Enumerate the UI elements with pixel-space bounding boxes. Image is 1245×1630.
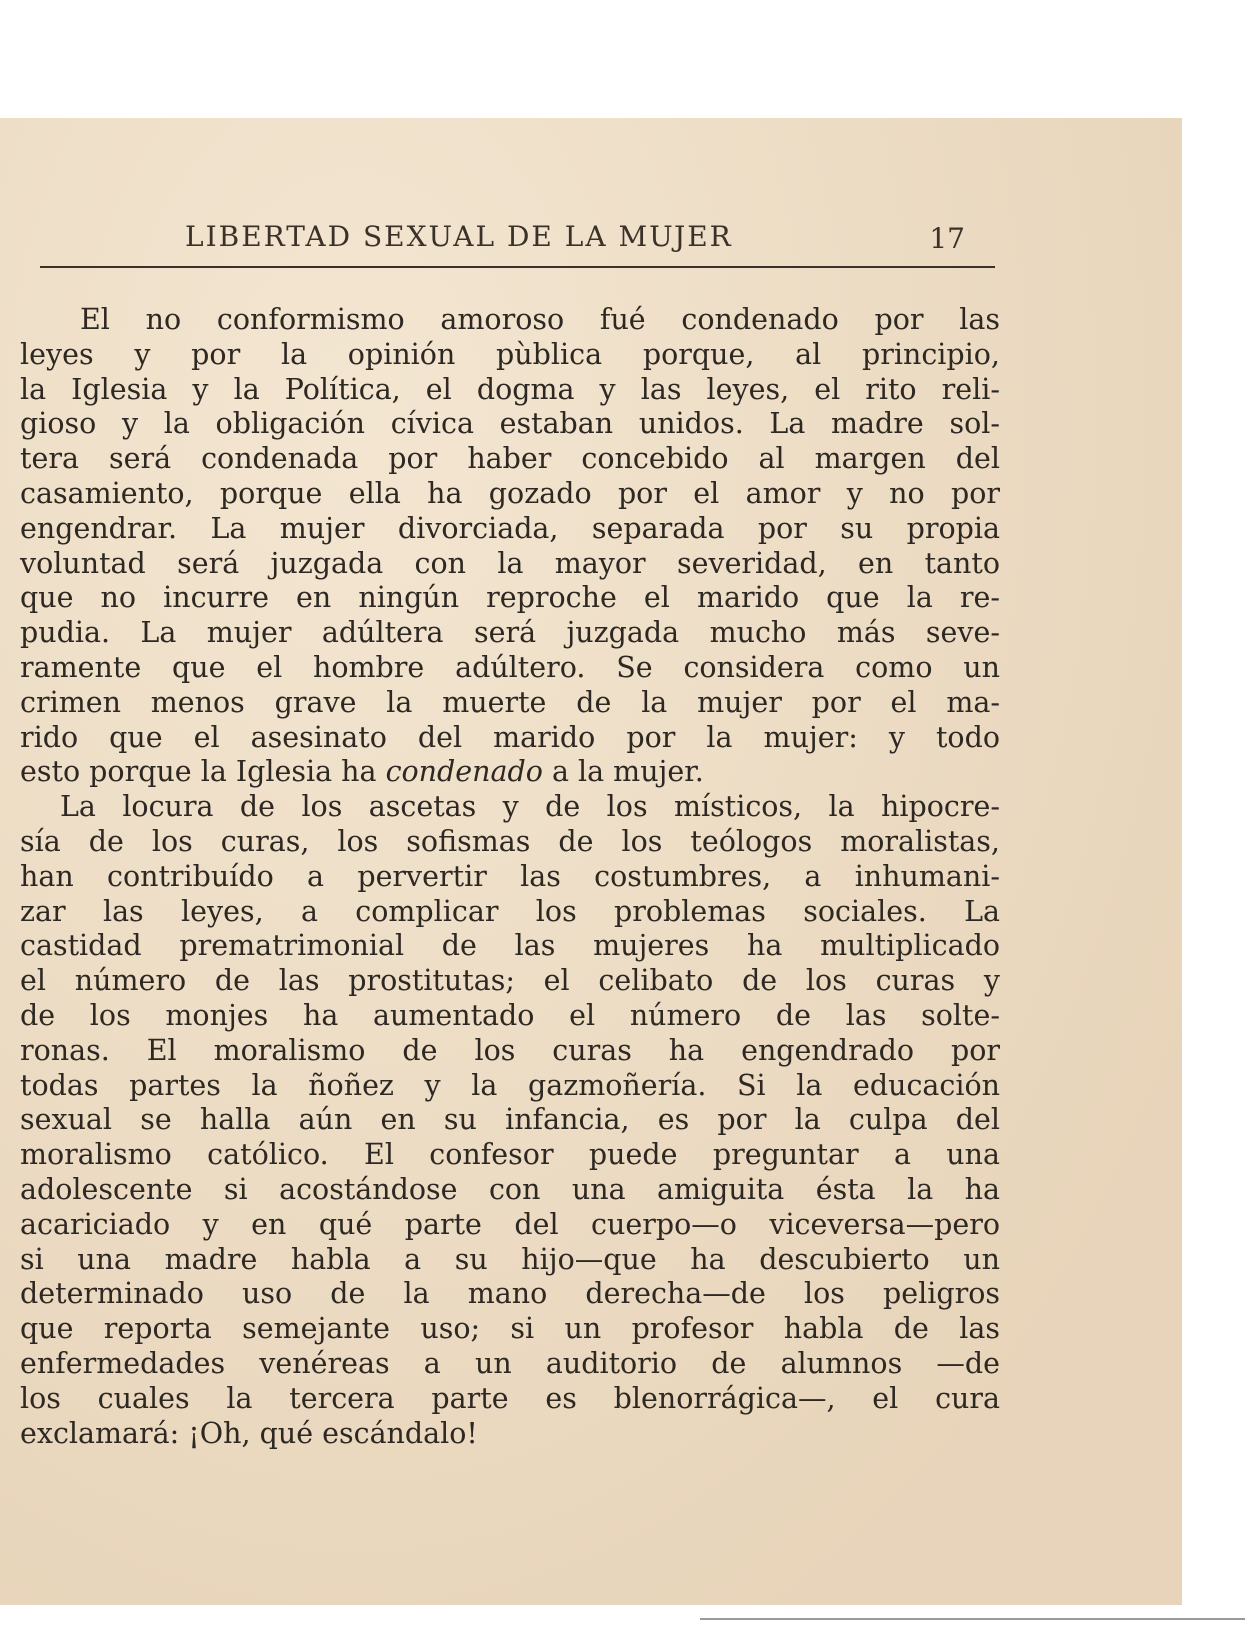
- text-line: los cuales la tercera parte es blenorrágica—, el cura: [20, 1381, 1000, 1415]
- text-line: ramente que el hombre adúltero. Se considera como un: [20, 650, 1000, 684]
- text-line: de los monjes ha aumentado el número de las solte-: [20, 998, 1000, 1032]
- text-line: gioso y la obligación cívica estaban unidos. La madre sol-: [20, 407, 1000, 441]
- text-line: crimen menos grave la muerte de la mujer por el ma-: [20, 685, 1000, 719]
- text-line: voluntad será juzgada con la mayor severidad, en tanto: [20, 546, 1000, 580]
- text-line: [20, 755, 1000, 790]
- text-line: casamiento, porque ella ha gozado por el amor y no por: [20, 476, 1000, 510]
- text-segment: a la mujer.: [542, 755, 704, 789]
- text-line: que reporta semejante uso; si un profesor habla de las: [20, 1312, 1000, 1346]
- text-line: pudia. La mujer adúltera será juzgada mucho más seve-: [20, 616, 1000, 650]
- body-text: [20, 303, 1000, 1451]
- text-line: El no conformismo amoroso fué condenado por las: [80, 303, 1000, 336]
- text-line: engendrar. La mujer divorciada, separada por su propia: [20, 511, 1000, 545]
- text-line: que no incurre en ningún reproche el marido que la re-: [20, 581, 1000, 615]
- text-segment: esto porque la Iglesia ha: [20, 755, 386, 789]
- text-line: todas partes la ñoñez y la gazmoñería. Si la educación: [20, 1068, 1000, 1102]
- scan-edge-line: [700, 1618, 1245, 1620]
- text-line: han contribuído a pervertir las costumbres, a inhumani-: [20, 859, 1000, 893]
- text-line: ronas. El moralismo de los curas ha engendrado por: [20, 1033, 1000, 1067]
- text-line: moralismo católico. El confesor puede preguntar a una: [20, 1138, 1000, 1172]
- text-line: tera será condenada por haber concebido al margen del: [20, 442, 1000, 476]
- text-line: determinado uso de la mano derecha—de los peligros: [20, 1277, 1000, 1311]
- text-line: enfermedades venéreas a un auditorio de alumnos —de: [20, 1346, 1000, 1380]
- text-line: adolescente si acostándose con una amiguita ésta la ha: [20, 1172, 1000, 1206]
- text-line: si una madre habla a su hijo—que ha descubierto un: [20, 1242, 1000, 1276]
- emphasis-word: condenado: [385, 755, 543, 789]
- text-line: rido que el asesinato del marido por la mujer: y todo: [20, 720, 1000, 754]
- text-line: la Iglesia y la Política, el dogma y las leyes, el rito reli-: [20, 372, 1000, 406]
- text-line: leyes y por la opinión pùblica porque, al principio,: [20, 337, 1000, 371]
- book-page: [0, 118, 1182, 1605]
- text-line: castidad prematrimonial de las mujeres ha multiplicado: [20, 929, 1000, 963]
- text-line: exclamará: ¡Oh, qué escándalo!: [20, 1416, 478, 1450]
- text-line: sía de los curas, los sofismas de los teólogos moralistas,: [20, 824, 1000, 858]
- running-title: LIBERTAD SEXUAL DE LA MUJER: [185, 220, 733, 253]
- text-line: acariciado y en qué parte del cuerpo—o viceversa—pero: [20, 1207, 1000, 1241]
- text-line: sexual se halla aún en su infancia, es por la culpa del: [20, 1103, 1000, 1137]
- page-number: 17: [929, 222, 965, 255]
- text-line: La locura de los ascetas y de los místicos, la hipocre-: [60, 790, 1000, 824]
- text-line: zar las leyes, a complicar los problemas sociales. La: [20, 894, 1000, 928]
- page-header: [40, 218, 995, 268]
- text-line: el número de las prostitutas; el celibato de los curas y: [20, 964, 1000, 998]
